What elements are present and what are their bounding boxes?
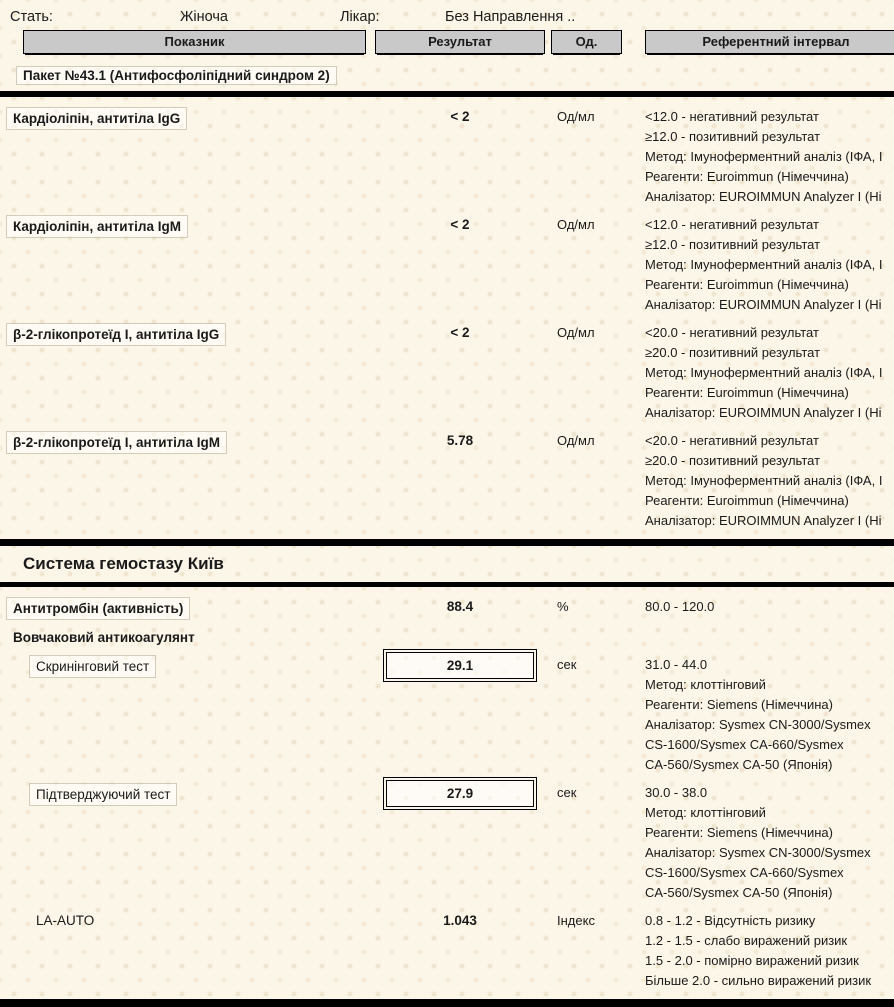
reference-line: CS-1600/Sysmex CA-660/Sysmex [645, 865, 844, 880]
reference-line: <12.0 - негативний результат [645, 217, 819, 232]
reference-interval [645, 597, 894, 617]
reference-line: <12.0 - негативний результат [645, 109, 819, 124]
table-row-cardiolipin-igg [0, 107, 894, 207]
result-value: 27.9 [386, 780, 534, 807]
sex-label: Стать: [10, 9, 53, 25]
table-row-cardiolipin-igm [0, 215, 894, 315]
reference-interval [645, 107, 894, 207]
result-value: 5.78 [446, 433, 474, 448]
reference-line: Аналізатор: EUROIMMUN Analyzer I (Ні [645, 189, 882, 204]
column-header-indicator: Показник [23, 30, 366, 54]
reference-line: Реагенти: Siemens (Німеччина) [645, 697, 833, 712]
reference-line: Більше 2.0 - сильно виражений ризик [645, 973, 872, 988]
test-name [0, 431, 375, 454]
unit-value: Індекс [557, 913, 595, 928]
unit-value: Од/мл [557, 433, 595, 448]
reference-line: 31.0 - 44.0 [645, 657, 708, 672]
reference-line: CA-560/Sysmex CA-50 (Японія) [645, 885, 833, 900]
reference-line: <20.0 - негативний результат [645, 433, 819, 448]
section1-title-text: Пакет №43.1 (Антифосфоліпідний синдром 2) [16, 66, 337, 85]
reference-line: Аналізатор: EUROIMMUN Analyzer I (Ні [645, 513, 882, 528]
reference-interval [645, 215, 894, 315]
result-value: 1.043 [443, 913, 477, 928]
table-row-confirmation-test [0, 783, 894, 903]
reference-line: Реагенти: Euroimmun (Німеччина) [645, 277, 849, 292]
unit-value: Од/мл [557, 109, 595, 124]
table-row-la-auto [0, 911, 894, 991]
reference-line: Реагенти: Euroimmun (Німеччина) [645, 493, 849, 508]
section1-rows [0, 97, 894, 531]
unit-value: сек [557, 785, 577, 800]
section1-title [23, 66, 894, 85]
reference-line: ≥12.0 - позитивний результат [645, 129, 821, 144]
subsection-title-lupus-anticoagulant: Вовчаковий антикоагулянт [13, 630, 195, 645]
unit-value: % [557, 599, 569, 614]
test-name [0, 783, 375, 806]
result-value: < 2 [450, 325, 470, 340]
test-name-text: β-2-глікопротеїд I, антитіла IgM [6, 431, 227, 454]
test-name-text: Антитромбін (активність) [6, 597, 190, 620]
divider-bar [0, 539, 894, 546]
column-header-reference: Референтний інтервал [645, 30, 894, 54]
reference-line: Аналізатор: EUROIMMUN Analyzer I (Ні [645, 297, 882, 312]
reference-line: Реагенти: Siemens (Німеччина) [645, 825, 833, 840]
reference-line: Метод: клоттінговий [645, 677, 766, 692]
test-name-text: Скринінговий тест [29, 655, 156, 678]
result-value: 88.4 [446, 599, 474, 614]
test-name [0, 323, 375, 346]
reference-interval [645, 911, 894, 991]
table-row-antithrombin [0, 597, 894, 620]
section2-rows [0, 587, 894, 991]
result-value: < 2 [450, 109, 470, 124]
reference-line: CS-1600/Sysmex CA-660/Sysmex [645, 737, 844, 752]
test-name-text: β-2-глікопротеїд I, антитіла IgG [6, 323, 226, 346]
reference-line: Реагенти: Euroimmun (Німеччина) [645, 169, 849, 184]
result-value-boxed [375, 783, 545, 810]
doctor-value: Без Направлення .. [445, 9, 576, 25]
patient-meta-row [0, 0, 894, 27]
reference-line: 1.5 - 2.0 - помірно виражений ризик [645, 953, 859, 968]
reference-line: Аналізатор: Sysmex CN-3000/Sysmex [645, 845, 871, 860]
test-name [0, 215, 375, 238]
divider-bar [0, 999, 894, 1007]
reference-line: <20.0 - негативний результат [645, 325, 819, 340]
test-name-text: Підтверджуючий тест [29, 783, 177, 806]
reference-line: Аналізатор: Sysmex CN-3000/Sysmex [645, 717, 871, 732]
column-header-result: Результат [375, 30, 545, 54]
reference-line: Реагенти: Euroimmun (Німеччина) [645, 385, 849, 400]
reference-line: Метод: Імуноферментний аналіз (ІФА, І [645, 149, 883, 164]
test-name [0, 911, 375, 930]
test-name [0, 655, 375, 678]
reference-line: ≥12.0 - позитивний результат [645, 237, 821, 252]
reference-line: Метод: Імуноферментний аналіз (ІФА, І [645, 365, 883, 380]
section2-title: Система гемостазу Київ [23, 554, 224, 573]
reference-line: ≥20.0 - позитивний результат [645, 453, 821, 468]
reference-line: Метод: Імуноферментний аналіз (ІФА, І [645, 257, 883, 272]
sex-value: Жіноча [180, 9, 228, 25]
result-highlight-box [383, 777, 537, 810]
reference-line: 80.0 - 120.0 [645, 599, 715, 614]
reference-interval [645, 323, 894, 423]
table-row-screening-test [0, 655, 894, 775]
result-value: < 2 [450, 217, 470, 232]
test-name [0, 597, 375, 620]
reference-line: 1.2 - 1.5 - слабо виражений ризик [645, 933, 848, 948]
result-value-boxed [375, 655, 545, 682]
table-header [0, 30, 894, 58]
reference-line: Аналізатор: EUROIMMUN Analyzer I (Ні [645, 405, 882, 420]
unit-value: сек [557, 657, 577, 672]
reference-interval [645, 431, 894, 531]
test-name-text: Кардіоліпін, антитіла IgG [6, 107, 187, 130]
reference-line: 0.8 - 1.2 - Відсутність ризику [645, 913, 816, 928]
reference-line: 30.0 - 38.0 [645, 785, 708, 800]
unit-value: Од/мл [557, 325, 595, 340]
table-row-b2gp-igg [0, 323, 894, 423]
reference-line: ≥20.0 - позитивний результат [645, 345, 821, 360]
reference-line: Метод: Імуноферментний аналіз (ІФА, І [645, 473, 883, 488]
reference-line: CA-560/Sysmex CA-50 (Японія) [645, 757, 833, 772]
column-header-unit: Од. [551, 30, 622, 54]
test-name-text: LA-AUTO [36, 913, 95, 928]
unit-value: Од/мл [557, 217, 595, 232]
reference-interval [645, 783, 894, 903]
reference-interval [645, 655, 894, 775]
test-name [0, 107, 375, 130]
reference-line: Метод: клоттінговий [645, 805, 766, 820]
table-row-b2gp-igm [0, 431, 894, 531]
doctor-label: Лікар: [340, 9, 380, 25]
result-highlight-box [383, 649, 537, 682]
test-name-text: Кардіоліпін, антитіла IgM [6, 215, 188, 238]
result-value: 29.1 [386, 652, 534, 679]
